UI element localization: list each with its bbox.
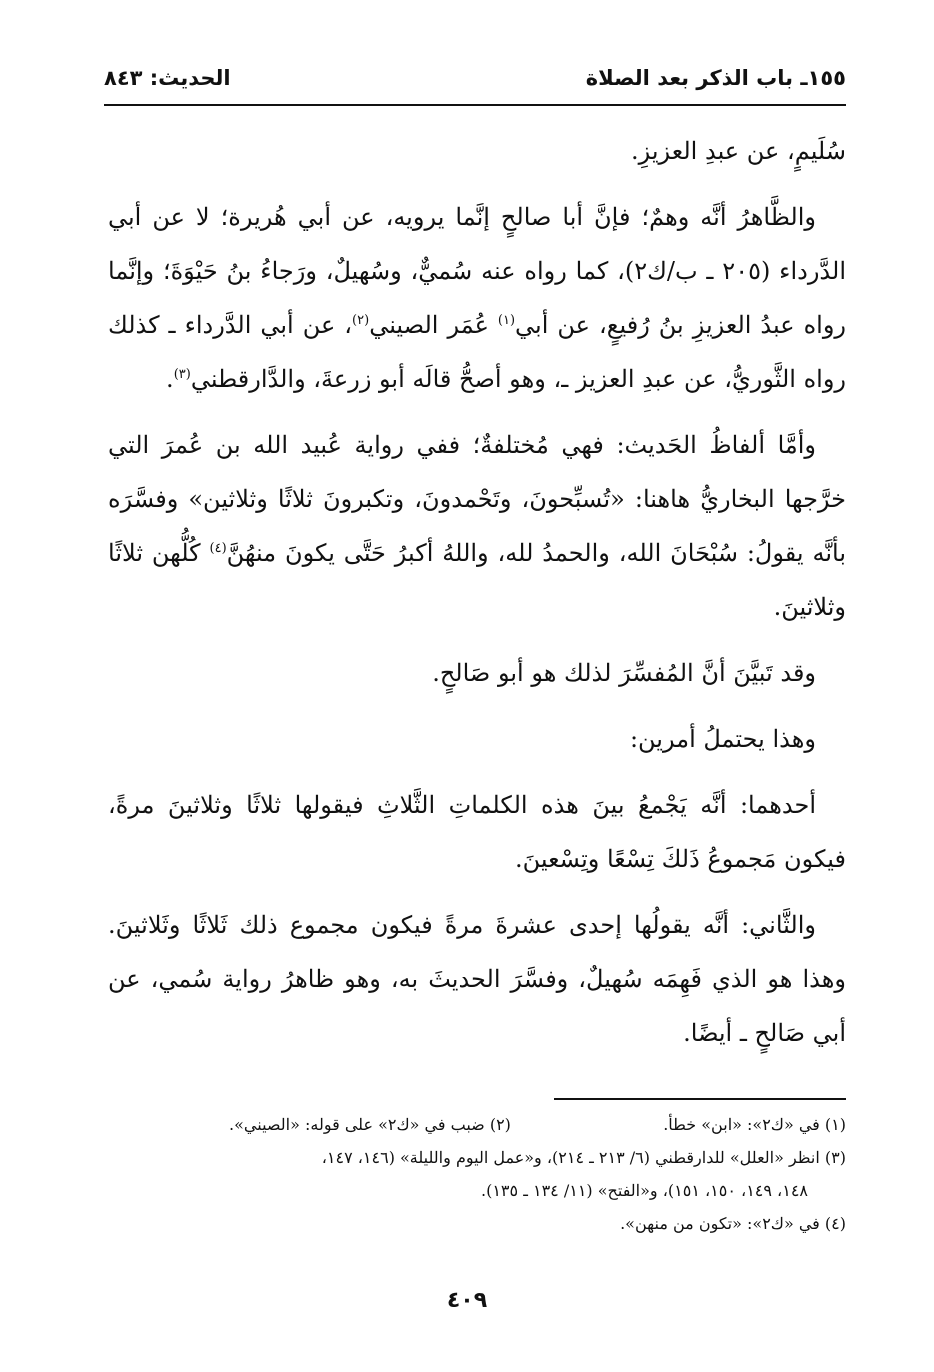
running-header (104, 66, 846, 100)
footnote-3: (٣) انظر «العلل» للدارقطني (٦/ ٢١٣ ـ ٢١٤)، و«عمل اليوم والليلة» (١٤٦، ١٤٧، (321, 1148, 846, 1167)
page-number: ٤٠٩ (446, 1288, 488, 1313)
footnote-4: (٤) في «ك٢»: «تكون من منهن». (620, 1214, 846, 1233)
paragraph: والظَّاهرُ أنَّه وهمٌ؛ فإنَّ أبا صالحٍ إنَّما يرويه، عن أبي هُريرة؛ لا عن أبي الدَّرداء (٢٠٥ ـ ب/ك٢)، كما رواه عنه سُميٌّ، وسُهيلٌ، ورَجاءُ بنُ حَيْوَةَ؛ وإنَّما رواه عبدُ العزيزِ بنُ رُفيعٍ، عن أبي$^{(١)}$ عُمَر الصيني$^{(٢)}$، عن أبي الدَّرداء ـ كذلك رواه الثَّوريُّ، عن عبدِ العزيز ـ، وهو أصحُّ قالَه أبو زرعةَ، والدَّارقطني$^{(٣)}$. (108, 203, 847, 393)
footnote-3-continued: ١٤٨، ١٤٩، ١٥٠، ١٥١)، و«الفتح» (١١/ ١٣٤ ـ ١٣٥). (481, 1181, 808, 1200)
chapter-title: ١٥٥ـ باب الذكر بعد الصلاة (585, 66, 846, 90)
footnote-ref: (٢) (352, 313, 370, 328)
footnotes (108, 1108, 846, 1240)
footnote-ref: (٤) (209, 541, 227, 556)
footnote-ref: (٣) (173, 367, 191, 382)
paragraph: وهذا يحتملُ أمرين: (629, 725, 816, 753)
paragraph: والثَّاني: أنَّه يقولُها إحدى عشرةَ مرةً فيكون مجموع ذلك ثَلاثًا وثَلاثينَ. وهذا هو الذي فَهِمَه سُهيلٌ، وفسَّرَ الحديثَ به، وهو ظاهرُ رواية سُمي، عن أبي صَالحٍ ـ أيضًا. (108, 911, 846, 1047)
header-divider (104, 104, 846, 106)
footnote-row (108, 1108, 846, 1141)
main-text (108, 124, 846, 1072)
paragraph: سُلَيمٍ، عن عبدِ العزيزِ. (630, 137, 846, 165)
footnote-divider (554, 1098, 846, 1100)
hadith-number: الحديث: ٨٤٣ (104, 66, 231, 90)
paragraph: وقد تَبيَّنَ أنَّ المُفسِّرَ لذلك هو أبو صَالحٍ. (432, 659, 816, 687)
footnote-1: (١) في «ك٢»: «ابن» خطأ. (663, 1115, 846, 1134)
paragraph: وأمَّا ألفاظُ الحَديث: فهي مُختلفةٌ؛ ففي رواية عُبيد الله بن عُمرَ التي خرَّجها البخاريُّ هاهنا: «تُسبِّحونَ، وتَحْمدونَ، وتكبرونَ ثلاثًا وثلاثين» وفسَّرَه بأنَّه يقولُ: سُبْحَانَ الله، والحمدُ لله، واللهُ أكبرُ حَتَّى يكونَ منهُنَّ$^{(٤)}$ كُلُّهن ثلاثًا وثلاثينَ. (108, 431, 846, 621)
footnote-2: (٢) ضبب في «ك٢» على قوله: «الصيني». (229, 1115, 511, 1134)
footnote-ref: (١) (497, 313, 516, 328)
paragraph: أحدهما: أنَّه يَجْمعُ بينَ هذه الكلماتِ الثَّلاثِ فيقولها ثلاثًا وثلاثينَ مرةً، فيكون مَجموعُ ذَلكَ تِسْعًا وتِسْعينَ. (108, 791, 846, 873)
